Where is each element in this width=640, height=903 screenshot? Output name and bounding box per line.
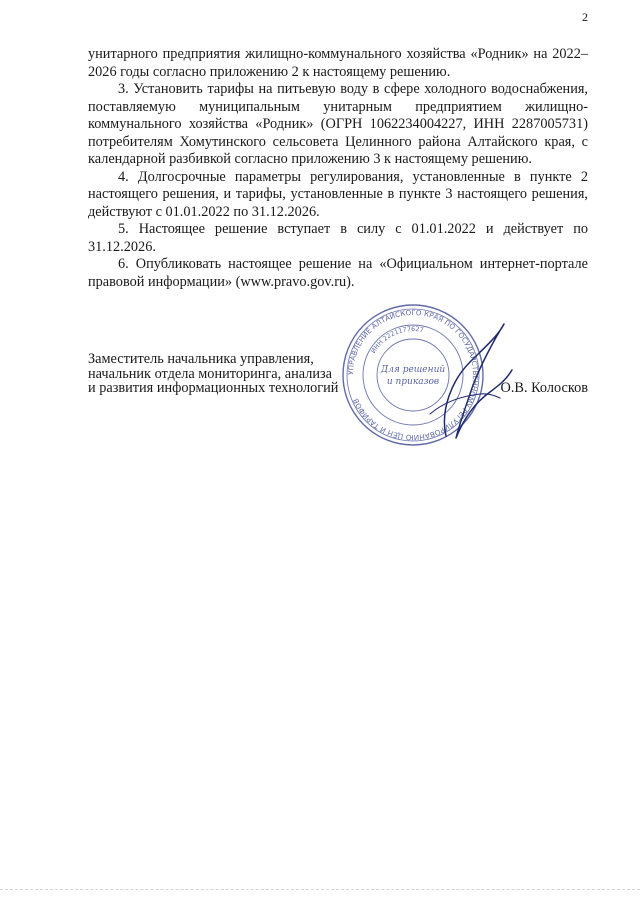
document-body: [88, 46, 588, 291]
seal-center-line-1: Для решений: [380, 365, 446, 375]
signatory-position-line-1: Заместитель начальника управления,: [88, 351, 314, 367]
seal-codes-text: ИНН 2221177627: [369, 324, 425, 355]
signatory-name: О.В. Колосков: [500, 380, 588, 396]
signatory-position-line-3: и развития информационных технологий: [88, 380, 339, 396]
paragraph-3: 3. Установить тарифы на питьевую воду в сфере холодного водоснабжения, поставляемую муниципальным унитарным предприятием жилищно-коммунального хозяйства «Родник» (ОГРН 1062234004227, ИНН 2287005731) потребителям Хомутинского сельсовета Целинного района Алтайского края, с календарной разбивкой согласно приложению 3 к настоящему решению.: [88, 81, 588, 167]
signatory-position-line-2: начальник отдела мониторинга, анализа: [88, 365, 333, 382]
scan-edge-line: [0, 889, 640, 891]
paragraph-4: 4. Долгосрочные параметры регулирования, установленные в пункте 2 настоящего решения, и тарифы, установленные в пункте 3 настоящего решения, действуют с 01.01.2022 по 31.12.2026.: [88, 168, 588, 220]
paragraph-6: 6. Опубликовать настоящее решение на «Официальном интернет-портале правовой информации» (www.pravo.gov.ru).: [88, 256, 588, 290]
signature-block: [88, 352, 588, 396]
paragraph-5: 5. Настоящее решение вступает в силу с 01.01.2022 и действует по 31.12.2026.: [88, 221, 588, 255]
seal-center-line-2: и приказов: [386, 377, 440, 387]
seal-ring-text: УПРАВЛЕНИЕ АЛТАЙСКОГО КРАЯ ПО ГОСУДАРСТВЕННОМУ РЕГУЛИРОВАНИЮ ЦЕН И ТАРИФОВ: [345, 307, 481, 443]
page-number: 2: [582, 10, 588, 24]
paragraph-continuation: унитарного предприятия жилищно-коммунального хозяйства «Родник» на 2022–2026 годы согласно приложению 2 к настоящему решению.: [88, 46, 588, 80]
